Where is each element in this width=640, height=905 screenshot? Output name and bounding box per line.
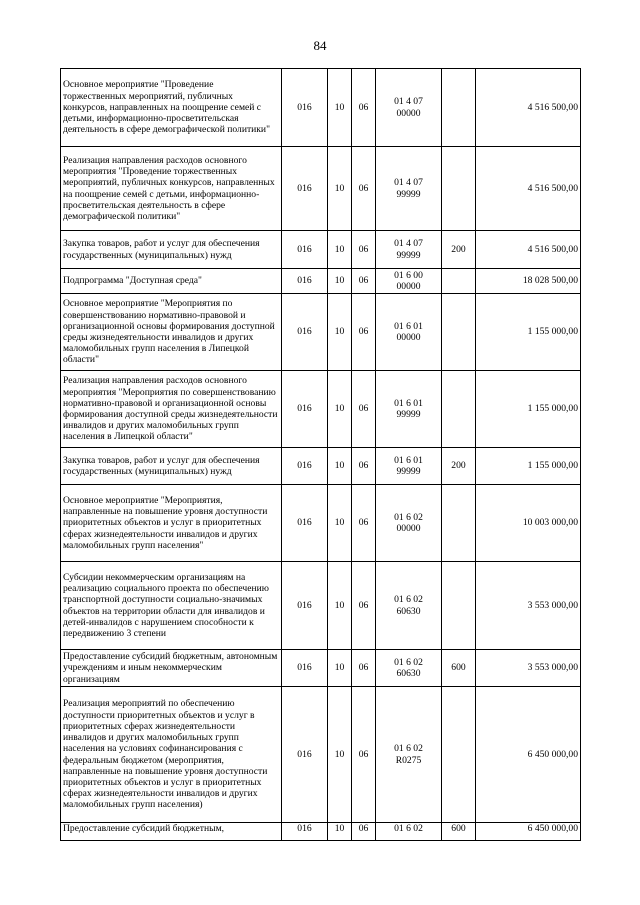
row-rz-cell: 10 — [328, 69, 352, 147]
row-gr-cell: 016 — [282, 687, 328, 823]
row-vr-cell: 600 — [442, 650, 476, 687]
row-csr-cell — [376, 448, 442, 485]
row-rz-cell: 10 — [328, 294, 352, 371]
row-name-cell: Реализация направления расходов основного мероприятия "Мероприятия по совершенствованию нормативно-правовой и организационной основы формирования доступной среды жизнедеятельности инвалидов и других маломобильных групп населения в Липецкой области" — [61, 371, 282, 448]
row-csr-cell — [376, 294, 442, 371]
row-csr-cell — [376, 687, 442, 823]
row-rz-cell: 10 — [328, 371, 352, 448]
row-rz-cell: 10 — [328, 687, 352, 823]
table-row — [61, 147, 581, 231]
row-gr-cell: 016 — [282, 448, 328, 485]
row-csr-cell — [376, 231, 442, 269]
csr-line-2: R0275 — [395, 754, 422, 766]
csr-line-1: 01 4 07 — [394, 177, 423, 189]
row-vr-cell — [442, 371, 476, 448]
row-vr-cell — [442, 562, 476, 650]
row-gr-cell: 016 — [282, 650, 328, 687]
row-pr-cell: 06 — [352, 231, 376, 269]
csr-line-1: 01 4 07 — [394, 96, 423, 108]
row-vr-cell — [442, 147, 476, 231]
row-name-cell: Предоставление субсидий бюджетным, автономным учреждениям и иным некоммерческим организациям — [61, 650, 282, 687]
row-sum-cell: 6 450 000,00 — [476, 823, 581, 841]
row-pr-cell: 06 — [352, 687, 376, 823]
csr-line-1: 01 6 01 — [394, 454, 423, 466]
row-vr-cell: 200 — [442, 448, 476, 485]
row-sum-cell: 10 003 000,00 — [476, 485, 581, 562]
csr-line-2: 99999 — [396, 466, 421, 477]
row-csr-cell — [376, 371, 442, 448]
table-row — [61, 294, 581, 371]
row-sum-cell: 3 553 000,00 — [476, 650, 581, 687]
csr-line-2: 60630 — [396, 605, 421, 617]
table-row — [61, 485, 581, 562]
row-rz-cell: 10 — [328, 269, 352, 294]
csr-line-1: 01 6 02 — [394, 743, 423, 755]
row-name-cell: Предоставление субсидий бюджетным, — [61, 823, 282, 841]
row-pr-cell: 06 — [352, 294, 376, 371]
row-pr-cell: 06 — [352, 448, 376, 485]
table-row — [61, 448, 581, 485]
row-gr-cell: 016 — [282, 294, 328, 371]
table-row — [61, 687, 581, 823]
row-name-cell: Закупка товаров, работ и услуг для обеспечения государственных (муниципальных) нужд — [61, 231, 282, 269]
csr-line-2: 00000 — [396, 281, 421, 292]
row-sum-cell: 4 516 500,00 — [476, 231, 581, 269]
row-pr-cell: 06 — [352, 823, 376, 841]
row-vr-cell — [442, 69, 476, 147]
csr-line-1: 01 6 02 — [394, 656, 423, 668]
row-sum-cell: 4 516 500,00 — [476, 147, 581, 231]
row-sum-cell: 1 155 000,00 — [476, 448, 581, 485]
row-pr-cell: 06 — [352, 69, 376, 147]
table-row — [61, 823, 581, 841]
row-gr-cell: 016 — [282, 269, 328, 294]
row-rz-cell: 10 — [328, 147, 352, 231]
page-number: 84 — [313, 38, 327, 53]
row-sum-cell: 3 553 000,00 — [476, 562, 581, 650]
csr-line-1: 01 6 02 — [394, 594, 423, 606]
row-sum-cell: 18 028 500,00 — [476, 269, 581, 294]
row-name-cell: Подпрограмма "Доступная среда" — [61, 269, 282, 294]
csr-line-1: 01 6 01 — [394, 320, 423, 332]
table-row — [61, 231, 581, 269]
row-pr-cell: 06 — [352, 562, 376, 650]
row-pr-cell: 06 — [352, 371, 376, 448]
csr-line-2: 99999 — [396, 188, 421, 200]
row-rz-cell: 10 — [328, 485, 352, 562]
row-name-cell: Субсидии некоммерческим организациям на реализацию социального проекта по обеспечению транспортной доступности социально-значимых объектов на территории области для инвалидов и детей-инвалидов с нарушением способности к передвижению 3 степени — [61, 562, 282, 650]
csr-line-2: 00000 — [396, 332, 421, 343]
table-row — [61, 69, 581, 147]
row-gr-cell: 016 — [282, 69, 328, 147]
row-csr-cell — [376, 562, 442, 650]
row-rz-cell: 10 — [328, 823, 352, 841]
row-gr-cell: 016 — [282, 231, 328, 269]
row-vr-cell — [442, 269, 476, 294]
row-name-cell: Реализация мероприятий по обеспечению доступности приоритетных объектов и услуг в приоритетных сферах жизнедеятельности инвалидов и других маломобильных групп населения на условиях софинансирования с федеральным бюджетом (мероприятия, направленные на повышение уровня доступности приоритетных объектов и услуг в приоритетных сферах жизнедеятельности инвалидов и других маломобильных групп населения) — [61, 687, 282, 823]
table-body — [61, 69, 581, 841]
row-pr-cell: 06 — [352, 147, 376, 231]
row-pr-cell: 06 — [352, 650, 376, 687]
row-gr-cell: 016 — [282, 485, 328, 562]
row-csr-cell — [376, 823, 442, 841]
row-vr-cell — [442, 294, 476, 371]
csr-line-1: 01 6 02 — [394, 823, 423, 834]
row-csr-cell — [376, 650, 442, 687]
table-row — [61, 371, 581, 448]
row-csr-cell — [376, 147, 442, 231]
row-vr-cell: 200 — [442, 231, 476, 269]
row-rz-cell: 10 — [328, 231, 352, 269]
row-rz-cell: 10 — [328, 650, 352, 687]
row-name-cell: Реализация направления расходов основного мероприятия "Проведение торжественных мероприятий, публичных конкурсов, направленных на поощрение семей с детьми, информационно-просветительская деятельность в сфере демографической политики" — [61, 147, 282, 231]
row-csr-cell — [376, 269, 442, 294]
row-vr-cell: 600 — [442, 823, 476, 841]
row-vr-cell — [442, 485, 476, 562]
row-vr-cell — [442, 687, 476, 823]
row-rz-cell: 10 — [328, 448, 352, 485]
csr-line-2: 99999 — [396, 249, 421, 261]
row-gr-cell: 016 — [282, 147, 328, 231]
csr-line-2: 00000 — [396, 107, 421, 119]
row-csr-cell — [376, 69, 442, 147]
csr-line-1: 01 4 07 — [394, 238, 423, 250]
csr-line-1: 01 6 01 — [394, 397, 423, 409]
table-row — [61, 269, 581, 294]
row-gr-cell: 016 — [282, 823, 328, 841]
row-name-cell: Закупка товаров, работ и услуг для обеспечения государственных (муниципальных) нужд — [61, 448, 282, 485]
row-gr-cell: 016 — [282, 371, 328, 448]
row-name-cell: Основное мероприятие "Мероприятия по совершенствованию нормативно-правовой и организационной основы формирования доступной среды жизнедеятельности инвалидов и других маломобильных групп населения в Липецкой области" — [61, 294, 282, 371]
row-gr-cell: 016 — [282, 562, 328, 650]
table-row — [61, 650, 581, 687]
csr-line-2: 00000 — [396, 523, 421, 534]
row-csr-cell — [376, 485, 442, 562]
row-sum-cell: 4 516 500,00 — [476, 69, 581, 147]
csr-line-2: 99999 — [396, 409, 421, 420]
row-sum-cell: 1 155 000,00 — [476, 294, 581, 371]
row-sum-cell: 1 155 000,00 — [476, 371, 581, 448]
row-pr-cell: 06 — [352, 485, 376, 562]
csr-line-1: 01 6 00 — [394, 269, 423, 281]
table-row — [61, 562, 581, 650]
row-rz-cell: 10 — [328, 562, 352, 650]
row-name-cell: Основное мероприятие "Мероприятия, направленные на повышение уровня доступности приоритетных объектов и услуг в приоритетных сферах жизнедеятельности инвалидов и других маломобильных групп населения" — [61, 485, 282, 562]
row-sum-cell: 6 450 000,00 — [476, 687, 581, 823]
csr-line-2: 60630 — [396, 668, 421, 679]
budget-table — [60, 68, 581, 841]
row-pr-cell: 06 — [352, 269, 376, 294]
row-name-cell: Основное мероприятие "Проведение торжественных мероприятий, публичных конкурсов, направленных на поощрение семей с детьми, информационно-просветительская деятельность в сфере демографической политики" — [61, 69, 282, 147]
csr-line-1: 01 6 02 — [394, 511, 423, 523]
